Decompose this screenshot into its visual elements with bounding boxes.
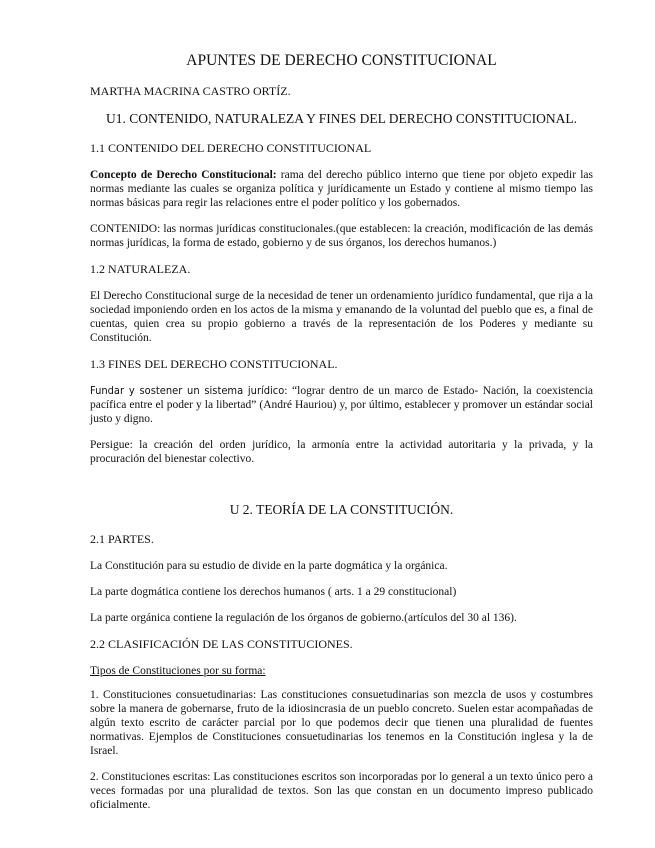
section-2-1-heading: 2.1 PARTES. — [90, 532, 154, 546]
fines-lead: Fundar y sostener un sistema jurídico — [90, 384, 285, 397]
unit1-heading: U1. CONTENIDO, NATURALEZA Y FINES DEL DERECHO CONSTITUCIONAL. — [106, 111, 577, 126]
dogmatica-paragraph: La parte dogmática contiene los derechos humanos ( arts. 1 a 29 constitucional) — [90, 586, 457, 598]
section-1-2-heading: 1.2 NATURALEZA. — [90, 262, 191, 276]
organica-paragraph: La parte orgánica contiene la regulación de los órganos de gobierno.(artículos del 30 al 136). — [90, 612, 517, 624]
section-1-1-heading: 1.1 CONTENIDO DEL DERECHO CONSTITUCIONAL — [90, 141, 372, 155]
fines-quote: : “lograr dentro de un marco de Estado- Nación, la coexistencia pacífica entre el poder y la libertad” (André Hauriou) y, por último, establecer y promover un estándar social justo y digno. — [90, 385, 593, 425]
section-1-3-heading: 1.3 FINES DEL DERECHO CONSTITUCIONAL. — [90, 357, 338, 371]
unit2-heading: U 2. TEORÍA DE LA CONSTITUCIÓN. — [229, 502, 454, 517]
concept-term: Concepto de Derecho Constitucional: — [90, 169, 277, 181]
section-2-2-heading: 2.2 CLASIFICACIÓN DE LAS CONSTITUCIONES. — [90, 637, 353, 651]
document-title: APUNTES DE DERECHO CONSTITUCIONAL — [186, 52, 497, 69]
contenido-paragraph: CONTENIDO: las normas jurídicas constitucionales.(que establecen: la creación, modificación de las demás normas jurídicas, la forma de estado, gobierno y de sus órganos, los derechos humanos.) — [90, 223, 593, 249]
persigue-paragraph: Persigue: la creación del orden jurídico, la armonía entre la actividad autoritaria y la privada, y la procuración del bienestar colectivo. — [90, 439, 593, 465]
consuetudinarias-paragraph: 1. Constituciones consuetudinarias: Las constituciones consuetudinarias son mezcla de usos y costumbres sobre la manera de gobernarse, fruto de la idiosincrasia de un pueblo concreto. Suelen estar acompañadas de algún texto escrito de carácter parcial por lo que podemos decir que tienen una pluralidad de fuentes normativas. Ejemplos de Constituciones consuetudinarias los tenemos en la Constitución inglesa y la de Israel. — [90, 689, 593, 757]
escritas-paragraph: 2. Constituciones escritas: Las constituciones escritos son incorporadas por lo general a un texto único pero a veces formadas por una pluralidad de textos. Son las que constan en un documento impreso publicado oficialmente. — [90, 771, 593, 811]
fines-paragraph — [90, 384, 593, 426]
tipos-heading: Tipos de Constituciones por su forma: — [90, 665, 266, 677]
concept-text: rama del derecho público interno que tiene por objeto expedir las normas mediante las cuales se organiza política y jurídicamente un Estado y contiene al mismo tiempo las normas básicas para regir las relaciones entre el poder político y los gobernados. — [90, 169, 593, 209]
partes-paragraph: La Constitución para su estudio de divide en la parte dogmática y la orgánica. — [90, 560, 448, 572]
concept-paragraph — [90, 168, 593, 210]
author-name: MARTHA MACRINA CASTRO ORTÍZ. — [90, 84, 291, 98]
naturaleza-paragraph: El Derecho Constitucional surge de la necesidad de tener un ordenamiento jurídico fundamental, que rija a la sociedad imponiendo orden en los actos de la misma y emanando de la voluntad del pueblo que es, a final de cuentas, quien crea su propio gobierno a través de la representación de los Poderes y mediante su Constitución. — [90, 290, 593, 344]
